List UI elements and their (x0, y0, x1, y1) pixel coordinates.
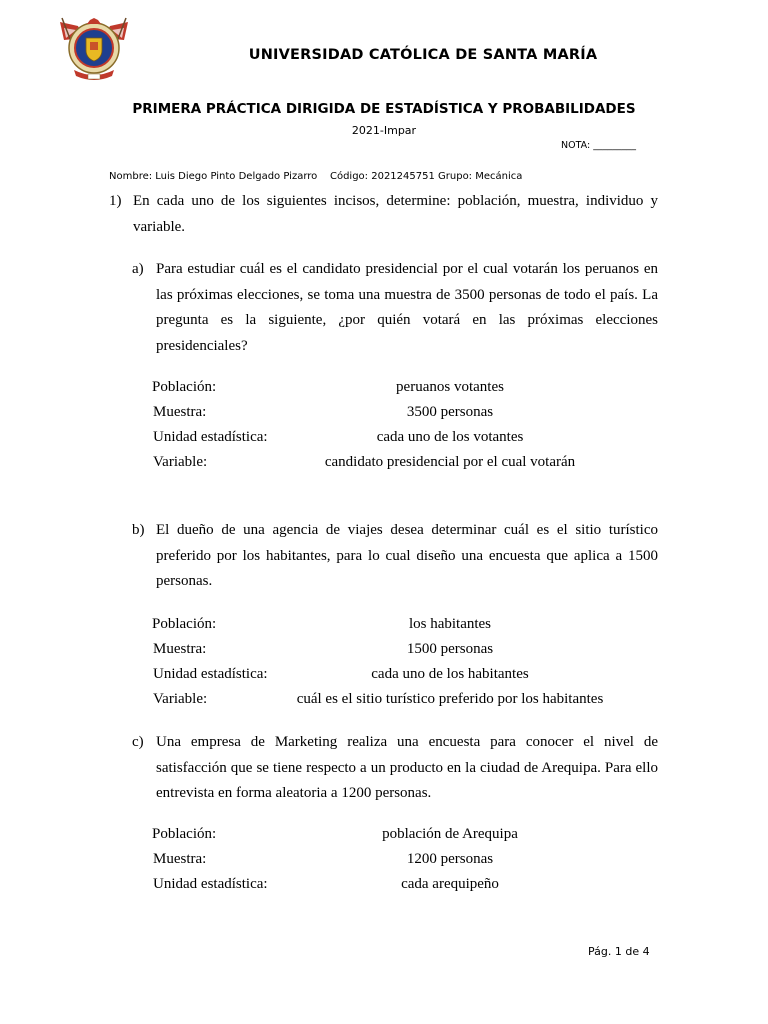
university-name: UNIVERSIDAD CATÓLICA DE SANTA MARÍA (248, 47, 598, 63)
row-label: Variable: (153, 691, 208, 707)
row-value: cada uno de los habitantes (371, 666, 529, 682)
row-value: 3500 personas (406, 404, 494, 420)
row-value: cada uno de los votantes (376, 429, 524, 445)
row-label: Unidad estadística: (153, 429, 268, 445)
row-value: 1500 personas (406, 641, 494, 657)
row-label: Variable: (153, 454, 208, 470)
grade-field: NOTA: _________ (561, 140, 636, 151)
row-value: cada arequipeño (401, 876, 499, 892)
row-value: los habitantes (408, 616, 492, 632)
row-label: Muestra: (153, 404, 207, 420)
row-label: Muestra: (153, 641, 207, 657)
academic-term: 2021-Impar (351, 124, 417, 137)
row-value: peruanos votantes (396, 379, 504, 395)
row-label: Unidad estadística: (153, 876, 268, 892)
item-text: Una empresa de Marketing realiza una encuesta para conocer el nivel de satisfacción que se tiene respecto a un producto en la ciudad de Arequipa. Para ello entrevista en forma aleatoria a 1200 personas. (156, 734, 658, 801)
row-label: Unidad estadística: (153, 666, 268, 682)
item-letter: c) (132, 734, 144, 750)
question-text: En cada uno de los siguientes incisos, determine: población, muestra, individuo y variable. (133, 193, 658, 235)
page-number: Pág. 1 de 4 (588, 945, 650, 958)
item-letter: a) (132, 261, 144, 277)
row-label: Muestra: (153, 851, 207, 867)
row-label: Población: (152, 826, 217, 842)
document-title: PRIMERA PRÁCTICA DIRIGIDA DE ESTADÍSTICA Y PROBABILIDADES (132, 101, 636, 117)
item-text: Para estudiar cuál es el candidato presidencial por el cual votarán los peruanos en las próximas elecciones, se toma una muestra de 3500 personas de todo el país. La pregunta es la siguiente, ¿por quién votará en las próximas elecciones presidenciales? (156, 261, 658, 354)
row-value: población de Arequipa (382, 826, 518, 842)
row-value: candidato presidencial por el cual votarán (324, 454, 576, 470)
row-label: Población: (152, 616, 217, 632)
item-text: El dueño de una agencia de viajes desea determinar cuál es el sitio turístico preferido por los habitantes, para lo cual diseño una encuesta que aplica a 1500 personas. (156, 522, 658, 589)
row-value: 1200 personas (406, 851, 494, 867)
row-label: Población: (152, 379, 217, 395)
question-number: 1) (109, 193, 122, 209)
item-letter: b) (132, 522, 145, 538)
row-value: cuál es el sitio turístico preferido por los habitantes (296, 691, 604, 707)
student-info: Nombre: Luis Diego Pinto Delgado Pizarro Código: 2021245751 Grupo: Mecánica (109, 171, 523, 182)
